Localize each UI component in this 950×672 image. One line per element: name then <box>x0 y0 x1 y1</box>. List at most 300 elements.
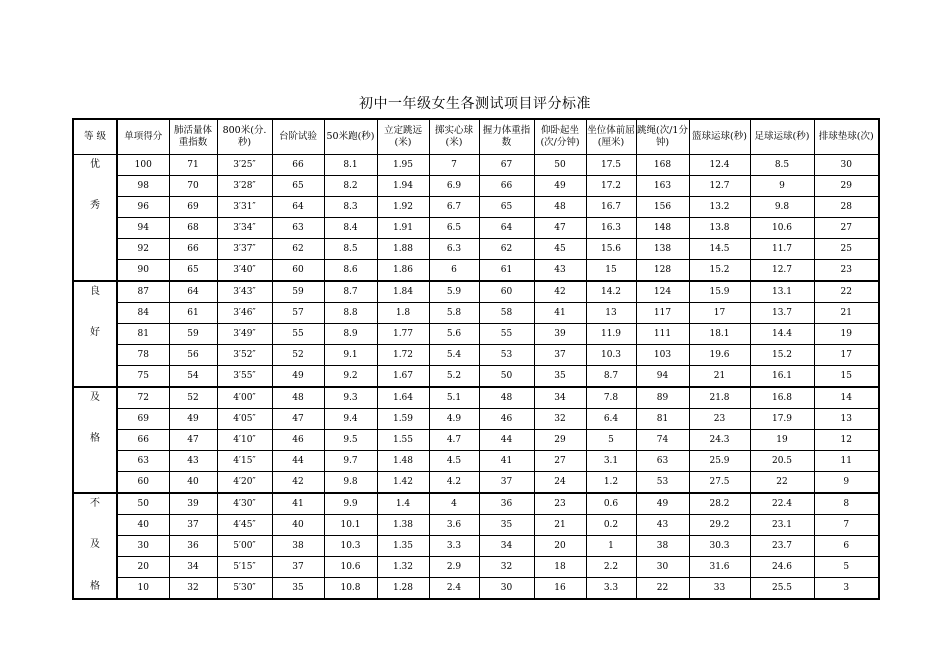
cell-ball-throw: 5.6 <box>429 324 479 345</box>
cell-score: 87 <box>117 281 169 303</box>
cell-vital-capacity: 49 <box>169 409 217 430</box>
cell-sit-ups: 43 <box>534 260 586 282</box>
cell-ball-throw: 6 <box>429 260 479 282</box>
cell-step-test: 44 <box>272 451 324 472</box>
cell-score: 84 <box>117 303 169 324</box>
cell-sit-ups: 50 <box>534 155 586 176</box>
cell-50m: 9.2 <box>324 366 377 388</box>
cell-sit-reach: 11.9 <box>586 324 636 345</box>
cell-50m: 9.5 <box>324 430 377 451</box>
cell-score: 94 <box>117 218 169 239</box>
cell-800m: 3′25″ <box>217 155 272 176</box>
cell-sit-ups: 47 <box>534 218 586 239</box>
cell-grip: 46 <box>479 409 534 430</box>
cell-50m: 8.3 <box>324 197 377 218</box>
cell-50m: 10.6 <box>324 557 377 578</box>
cell-50m: 9.9 <box>324 493 377 515</box>
cell-football: 17.9 <box>750 409 814 430</box>
cell-long-jump: 1.28 <box>377 578 429 600</box>
header-score: 单项得分 <box>117 119 169 155</box>
cell-sit-reach: 17.2 <box>586 176 636 197</box>
cell-volleyball: 3 <box>814 578 879 600</box>
table-row <box>73 366 879 388</box>
header-long-jump: 立定跳远(米) <box>377 119 429 155</box>
cell-rope-skip: 156 <box>636 197 689 218</box>
cell-800m: 4′30″ <box>217 493 272 515</box>
cell-sit-ups: 45 <box>534 239 586 260</box>
cell-ball-throw: 4.5 <box>429 451 479 472</box>
cell-volleyball: 9 <box>814 472 879 494</box>
cell-50m: 8.5 <box>324 239 377 260</box>
cell-grip: 60 <box>479 281 534 303</box>
cell-score: 75 <box>117 366 169 388</box>
cell-grip: 62 <box>479 239 534 260</box>
cell-long-jump: 1.38 <box>377 515 429 536</box>
header-football: 足球运球(秒) <box>750 119 814 155</box>
cell-800m: 5′30″ <box>217 578 272 600</box>
cell-basketball: 28.2 <box>689 493 750 515</box>
cell-volleyball: 5 <box>814 557 879 578</box>
table-row <box>73 345 879 366</box>
cell-long-jump: 1.8 <box>377 303 429 324</box>
cell-800m: 3′52″ <box>217 345 272 366</box>
header-row <box>73 119 879 155</box>
cell-grip: 36 <box>479 493 534 515</box>
cell-ball-throw: 5.1 <box>429 387 479 409</box>
cell-long-jump: 1.42 <box>377 472 429 494</box>
cell-ball-throw: 6.9 <box>429 176 479 197</box>
cell-long-jump: 1.86 <box>377 260 429 282</box>
cell-volleyball: 27 <box>814 218 879 239</box>
cell-grip: 35 <box>479 515 534 536</box>
cell-rope-skip: 94 <box>636 366 689 388</box>
cell-volleyball: 7 <box>814 515 879 536</box>
cell-grip: 30 <box>479 578 534 600</box>
cell-grip: 65 <box>479 197 534 218</box>
table-row <box>73 430 879 451</box>
cell-score: 63 <box>117 451 169 472</box>
cell-sit-ups: 16 <box>534 578 586 600</box>
header-vital-capacity: 肺活量体重指数 <box>169 119 217 155</box>
cell-step-test: 64 <box>272 197 324 218</box>
cell-50m: 8.8 <box>324 303 377 324</box>
grade-cell <box>73 281 117 387</box>
cell-50m: 8.6 <box>324 260 377 282</box>
header-basketball: 篮球运球(秒) <box>689 119 750 155</box>
cell-ball-throw: 5.9 <box>429 281 479 303</box>
grade-cell <box>73 155 117 282</box>
cell-football: 25.5 <box>750 578 814 600</box>
grade-label-char: 好 <box>90 327 100 338</box>
cell-long-jump: 1.48 <box>377 451 429 472</box>
cell-ball-throw: 3.3 <box>429 536 479 557</box>
cell-score: 78 <box>117 345 169 366</box>
cell-basketball: 13.8 <box>689 218 750 239</box>
cell-sit-ups: 21 <box>534 515 586 536</box>
cell-football: 23.7 <box>750 536 814 557</box>
cell-sit-reach: 0.6 <box>586 493 636 515</box>
cell-basketball: 33 <box>689 578 750 600</box>
cell-basketball: 17 <box>689 303 750 324</box>
cell-long-jump: 1.91 <box>377 218 429 239</box>
cell-score: 50 <box>117 493 169 515</box>
cell-basketball: 12.4 <box>689 155 750 176</box>
cell-800m: 5′00″ <box>217 536 272 557</box>
cell-step-test: 66 <box>272 155 324 176</box>
table-row <box>73 155 879 176</box>
table-row <box>73 176 879 197</box>
cell-sit-reach: 2.2 <box>586 557 636 578</box>
cell-volleyball: 8 <box>814 493 879 515</box>
cell-800m: 4′05″ <box>217 409 272 430</box>
cell-sit-ups: 39 <box>534 324 586 345</box>
cell-sit-reach: 16.3 <box>586 218 636 239</box>
cell-800m: 3′49″ <box>217 324 272 345</box>
header-step-test: 台阶试验 <box>272 119 324 155</box>
cell-800m: 3′40″ <box>217 260 272 282</box>
cell-grip: 48 <box>479 387 534 409</box>
cell-sit-reach: 1.2 <box>586 472 636 494</box>
cell-volleyball: 30 <box>814 155 879 176</box>
cell-vital-capacity: 56 <box>169 345 217 366</box>
cell-800m: 4′15″ <box>217 451 272 472</box>
cell-sit-reach: 8.7 <box>586 366 636 388</box>
cell-volleyball: 25 <box>814 239 879 260</box>
table-row <box>73 281 879 303</box>
grade-label-char: 秀 <box>90 200 100 211</box>
cell-step-test: 42 <box>272 472 324 494</box>
table-row <box>73 493 879 515</box>
cell-long-jump: 1.32 <box>377 557 429 578</box>
cell-ball-throw: 6.7 <box>429 197 479 218</box>
cell-sit-reach: 10.3 <box>586 345 636 366</box>
cell-rope-skip: 43 <box>636 515 689 536</box>
cell-50m: 8.2 <box>324 176 377 197</box>
cell-grip: 34 <box>479 536 534 557</box>
header-grip: 握力体重指数 <box>479 119 534 155</box>
cell-long-jump: 1.92 <box>377 197 429 218</box>
cell-step-test: 59 <box>272 281 324 303</box>
cell-football: 12.7 <box>750 260 814 282</box>
cell-football: 8.5 <box>750 155 814 176</box>
cell-sit-reach: 7.8 <box>586 387 636 409</box>
cell-basketball: 21 <box>689 366 750 388</box>
cell-ball-throw: 3.6 <box>429 515 479 536</box>
cell-50m: 8.7 <box>324 281 377 303</box>
cell-sit-reach: 1 <box>586 536 636 557</box>
table-row <box>73 451 879 472</box>
cell-vital-capacity: 65 <box>169 260 217 282</box>
cell-football: 22 <box>750 472 814 494</box>
cell-vital-capacity: 54 <box>169 366 217 388</box>
cell-sit-ups: 24 <box>534 472 586 494</box>
cell-vital-capacity: 59 <box>169 324 217 345</box>
cell-football: 13.7 <box>750 303 814 324</box>
cell-grip: 44 <box>479 430 534 451</box>
cell-rope-skip: 81 <box>636 409 689 430</box>
cell-rope-skip: 74 <box>636 430 689 451</box>
cell-800m: 4′10″ <box>217 430 272 451</box>
cell-rope-skip: 103 <box>636 345 689 366</box>
cell-vital-capacity: 71 <box>169 155 217 176</box>
cell-800m: 3′46″ <box>217 303 272 324</box>
cell-basketball: 15.9 <box>689 281 750 303</box>
cell-sit-ups: 35 <box>534 366 586 388</box>
cell-50m: 9.4 <box>324 409 377 430</box>
cell-football: 9 <box>750 176 814 197</box>
cell-sit-ups: 42 <box>534 281 586 303</box>
cell-vital-capacity: 43 <box>169 451 217 472</box>
cell-rope-skip: 22 <box>636 578 689 600</box>
cell-score: 40 <box>117 515 169 536</box>
cell-vital-capacity: 37 <box>169 515 217 536</box>
cell-vital-capacity: 68 <box>169 218 217 239</box>
cell-50m: 10.1 <box>324 515 377 536</box>
cell-football: 24.6 <box>750 557 814 578</box>
cell-50m: 8.1 <box>324 155 377 176</box>
cell-grip: 37 <box>479 472 534 494</box>
cell-50m: 8.9 <box>324 324 377 345</box>
header-volleyball: 排球垫球(次) <box>814 119 879 155</box>
cell-basketball: 15.2 <box>689 260 750 282</box>
cell-long-jump: 1.59 <box>377 409 429 430</box>
cell-basketball: 24.3 <box>689 430 750 451</box>
cell-sit-ups: 34 <box>534 387 586 409</box>
cell-long-jump: 1.94 <box>377 176 429 197</box>
cell-sit-reach: 17.5 <box>586 155 636 176</box>
cell-rope-skip: 111 <box>636 324 689 345</box>
cell-grip: 32 <box>479 557 534 578</box>
cell-football: 23.1 <box>750 515 814 536</box>
cell-step-test: 55 <box>272 324 324 345</box>
cell-volleyball: 13 <box>814 409 879 430</box>
cell-step-test: 35 <box>272 578 324 600</box>
cell-step-test: 38 <box>272 536 324 557</box>
cell-football: 16.1 <box>750 366 814 388</box>
cell-800m: 3′31″ <box>217 197 272 218</box>
cell-800m: 3′28″ <box>217 176 272 197</box>
header-sit-reach: 坐位体前屈(厘米) <box>586 119 636 155</box>
table-row <box>73 218 879 239</box>
cell-basketball: 13.2 <box>689 197 750 218</box>
cell-step-test: 48 <box>272 387 324 409</box>
cell-step-test: 63 <box>272 218 324 239</box>
cell-score: 66 <box>117 430 169 451</box>
cell-sit-ups: 32 <box>534 409 586 430</box>
cell-volleyball: 11 <box>814 451 879 472</box>
cell-football: 11.7 <box>750 239 814 260</box>
table-row <box>73 239 879 260</box>
cell-score: 10 <box>117 578 169 600</box>
cell-long-jump: 1.67 <box>377 366 429 388</box>
cell-volleyball: 29 <box>814 176 879 197</box>
cell-basketball: 14.5 <box>689 239 750 260</box>
cell-long-jump: 1.35 <box>377 536 429 557</box>
cell-grip: 53 <box>479 345 534 366</box>
cell-800m: 3′43″ <box>217 281 272 303</box>
cell-volleyball: 14 <box>814 387 879 409</box>
cell-step-test: 37 <box>272 557 324 578</box>
cell-ball-throw: 4.2 <box>429 472 479 494</box>
cell-vital-capacity: 36 <box>169 536 217 557</box>
cell-step-test: 40 <box>272 515 324 536</box>
table-row <box>73 260 879 282</box>
cell-sit-ups: 29 <box>534 430 586 451</box>
table-row <box>73 197 879 218</box>
cell-football: 22.4 <box>750 493 814 515</box>
grade-label-char: 及 <box>90 392 100 403</box>
cell-sit-reach: 5 <box>586 430 636 451</box>
page-title: 初中一年级女生各测试项目评分标准 <box>359 96 591 112</box>
cell-step-test: 52 <box>272 345 324 366</box>
grade-label-char: 不 <box>90 498 100 509</box>
cell-football: 14.4 <box>750 324 814 345</box>
grade-label-char: 优 <box>90 159 100 170</box>
cell-volleyball: 6 <box>814 536 879 557</box>
cell-score: 30 <box>117 536 169 557</box>
cell-grip: 66 <box>479 176 534 197</box>
cell-sit-reach: 13 <box>586 303 636 324</box>
cell-volleyball: 12 <box>814 430 879 451</box>
cell-long-jump: 1.77 <box>377 324 429 345</box>
cell-rope-skip: 124 <box>636 281 689 303</box>
cell-score: 90 <box>117 260 169 282</box>
cell-long-jump: 1.4 <box>377 493 429 515</box>
cell-rope-skip: 163 <box>636 176 689 197</box>
cell-step-test: 60 <box>272 260 324 282</box>
cell-volleyball: 15 <box>814 366 879 388</box>
cell-basketball: 12.7 <box>689 176 750 197</box>
header-800m: 800米(分.秒) <box>217 119 272 155</box>
cell-vital-capacity: 52 <box>169 387 217 409</box>
cell-long-jump: 1.55 <box>377 430 429 451</box>
cell-rope-skip: 138 <box>636 239 689 260</box>
header-ball-throw: 掷实心球(米) <box>429 119 479 155</box>
grade-cell <box>73 387 117 493</box>
cell-grip: 50 <box>479 366 534 388</box>
cell-football: 19 <box>750 430 814 451</box>
cell-step-test: 57 <box>272 303 324 324</box>
header-sit-ups: 仰卧起坐(次/分钟) <box>534 119 586 155</box>
cell-800m: 3′34″ <box>217 218 272 239</box>
cell-sit-reach: 3.3 <box>586 578 636 600</box>
cell-50m: 10.3 <box>324 536 377 557</box>
cell-score: 72 <box>117 387 169 409</box>
table-row <box>73 557 879 578</box>
cell-vital-capacity: 39 <box>169 493 217 515</box>
cell-football: 20.5 <box>750 451 814 472</box>
cell-sit-reach: 15 <box>586 260 636 282</box>
cell-score: 20 <box>117 557 169 578</box>
cell-800m: 3′55″ <box>217 366 272 388</box>
cell-sit-ups: 37 <box>534 345 586 366</box>
cell-vital-capacity: 66 <box>169 239 217 260</box>
cell-sit-reach: 0.2 <box>586 515 636 536</box>
cell-rope-skip: 148 <box>636 218 689 239</box>
cell-score: 98 <box>117 176 169 197</box>
cell-grip: 64 <box>479 218 534 239</box>
table-row <box>73 303 879 324</box>
cell-sit-reach: 14.2 <box>586 281 636 303</box>
grade-label-char: 良 <box>90 286 100 297</box>
cell-score: 60 <box>117 472 169 494</box>
cell-long-jump: 1.84 <box>377 281 429 303</box>
scoring-standard-table <box>72 118 880 600</box>
cell-sit-ups: 49 <box>534 176 586 197</box>
cell-basketball: 18.1 <box>689 324 750 345</box>
cell-volleyball: 23 <box>814 260 879 282</box>
cell-vital-capacity: 47 <box>169 430 217 451</box>
cell-football: 10.6 <box>750 218 814 239</box>
grade-label-char: 格 <box>90 581 100 592</box>
cell-volleyball: 19 <box>814 324 879 345</box>
cell-grip: 55 <box>479 324 534 345</box>
cell-grip: 58 <box>479 303 534 324</box>
cell-50m: 9.3 <box>324 387 377 409</box>
cell-ball-throw: 2.4 <box>429 578 479 600</box>
cell-50m: 9.8 <box>324 472 377 494</box>
cell-ball-throw: 4 <box>429 493 479 515</box>
cell-vital-capacity: 70 <box>169 176 217 197</box>
cell-long-jump: 1.95 <box>377 155 429 176</box>
cell-vital-capacity: 64 <box>169 281 217 303</box>
cell-football: 13.1 <box>750 281 814 303</box>
cell-sit-reach: 6.4 <box>586 409 636 430</box>
cell-basketball: 27.5 <box>689 472 750 494</box>
cell-long-jump: 1.88 <box>377 239 429 260</box>
cell-sit-reach: 3.1 <box>586 451 636 472</box>
cell-ball-throw: 6.5 <box>429 218 479 239</box>
cell-sit-ups: 27 <box>534 451 586 472</box>
cell-rope-skip: 89 <box>636 387 689 409</box>
cell-sit-ups: 41 <box>534 303 586 324</box>
cell-rope-skip: 117 <box>636 303 689 324</box>
cell-sit-reach: 16.7 <box>586 197 636 218</box>
cell-volleyball: 22 <box>814 281 879 303</box>
cell-50m: 10.8 <box>324 578 377 600</box>
cell-basketball: 31.6 <box>689 557 750 578</box>
cell-grip: 67 <box>479 155 534 176</box>
cell-50m: 9.1 <box>324 345 377 366</box>
cell-sit-ups: 18 <box>534 557 586 578</box>
cell-step-test: 47 <box>272 409 324 430</box>
cell-800m: 3′37″ <box>217 239 272 260</box>
cell-step-test: 41 <box>272 493 324 515</box>
cell-vital-capacity: 69 <box>169 197 217 218</box>
cell-step-test: 46 <box>272 430 324 451</box>
cell-basketball: 30.3 <box>689 536 750 557</box>
cell-vital-capacity: 34 <box>169 557 217 578</box>
cell-ball-throw: 7 <box>429 155 479 176</box>
cell-rope-skip: 38 <box>636 536 689 557</box>
header-50m: 50米跑(秒) <box>324 119 377 155</box>
cell-step-test: 49 <box>272 366 324 388</box>
cell-rope-skip: 30 <box>636 557 689 578</box>
grade-label-char: 及 <box>90 539 100 550</box>
cell-score: 100 <box>117 155 169 176</box>
cell-basketball: 25.9 <box>689 451 750 472</box>
table-row <box>73 536 879 557</box>
cell-ball-throw: 4.7 <box>429 430 479 451</box>
cell-volleyball: 21 <box>814 303 879 324</box>
cell-sit-ups: 48 <box>534 197 586 218</box>
cell-volleyball: 17 <box>814 345 879 366</box>
cell-vital-capacity: 40 <box>169 472 217 494</box>
cell-long-jump: 1.64 <box>377 387 429 409</box>
cell-800m: 4′45″ <box>217 515 272 536</box>
cell-score: 92 <box>117 239 169 260</box>
cell-ball-throw: 5.8 <box>429 303 479 324</box>
